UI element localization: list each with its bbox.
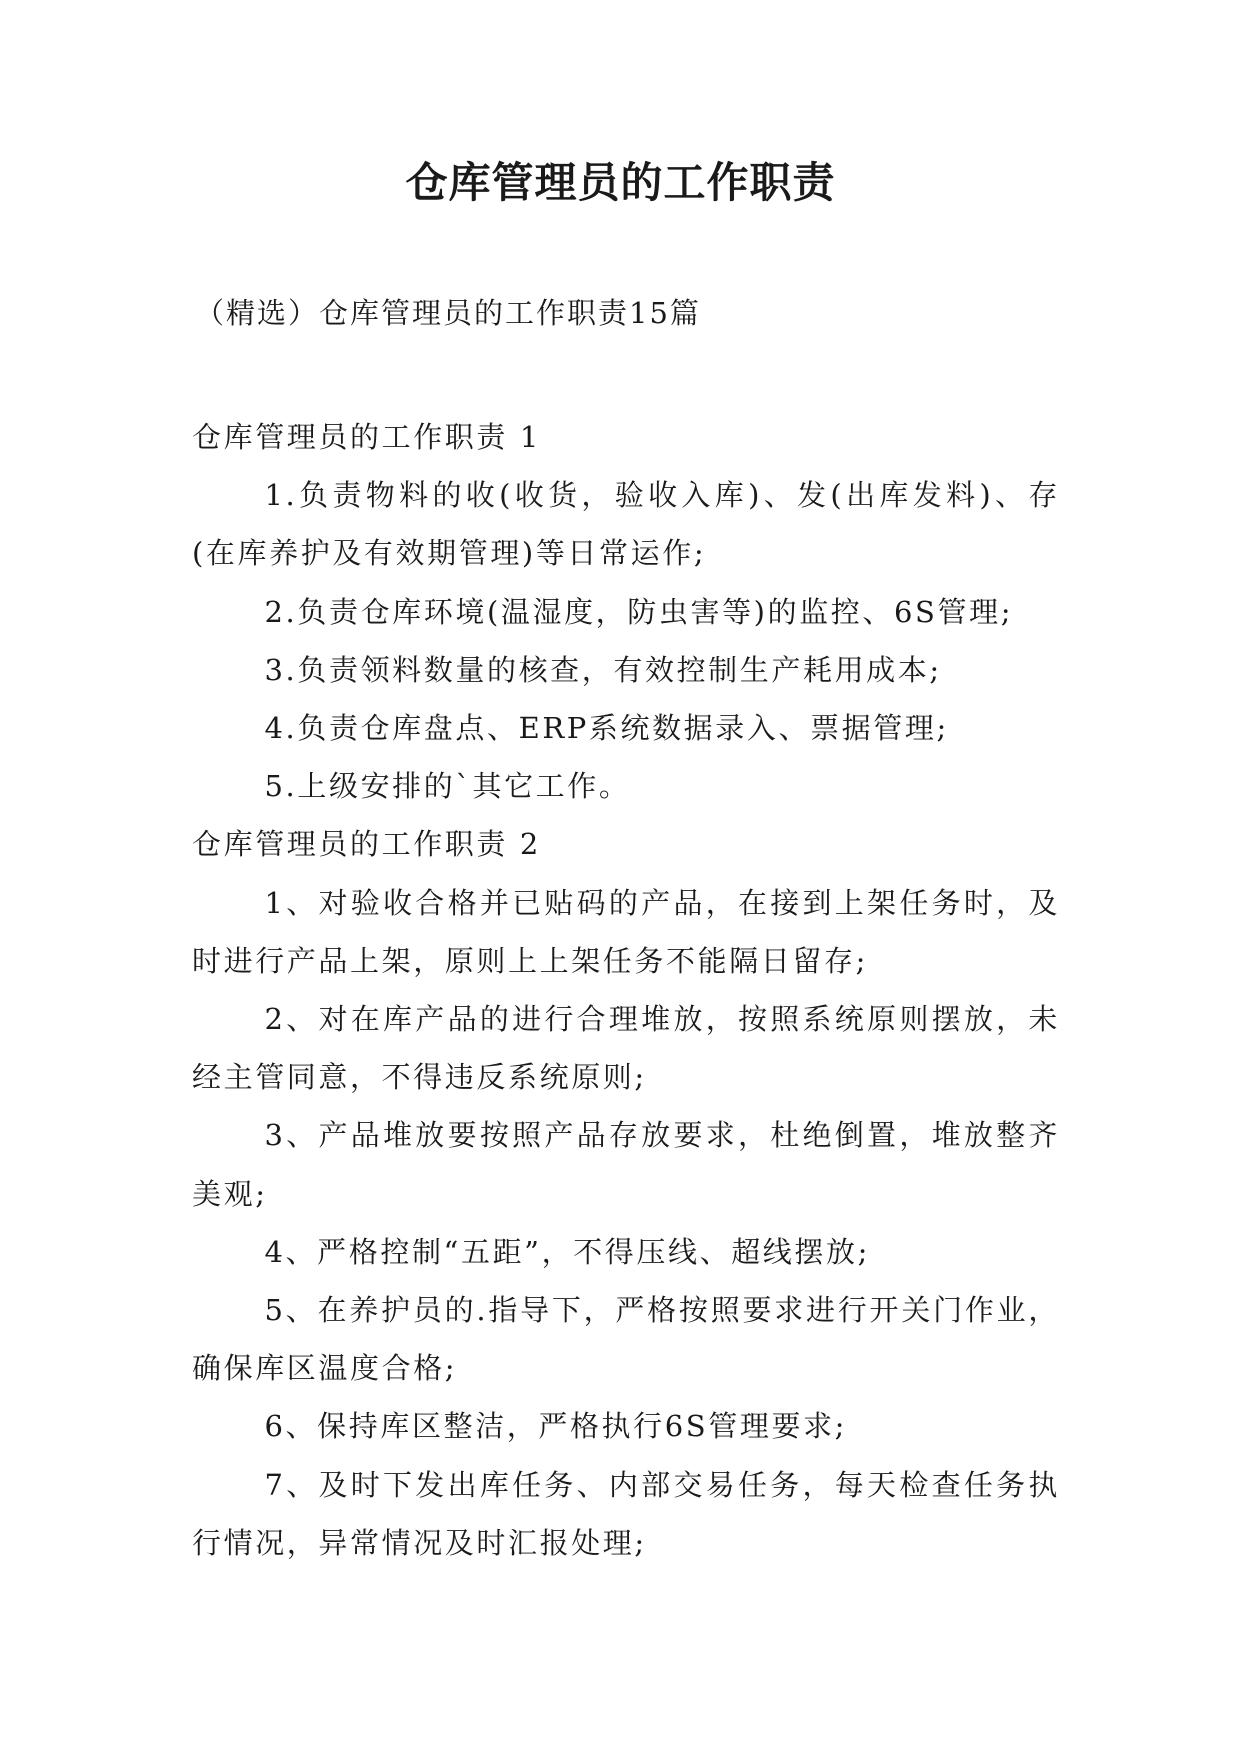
paragraph-item: 1.负责物料的收(收货，验收入库)、发(出库发料)、存(在库养护及有效期管理)等日常运作; (192, 478, 1060, 571)
paragraph-item: 2、对在库产品的进行合理堆放，按照系统原则摆放，未经主管同意，不得违反系统原则; (192, 1002, 1060, 1095)
paragraph-item: 1、对验收合格并已贴码的产品，在接到上架任务时，及时进行产品上架，原则上上架任务不能隔日留存; (192, 885, 1060, 978)
paragraph-item: 3、产品堆放要按照产品存放要求，杜绝倒置，堆放整齐美观; (192, 1118, 1060, 1211)
paragraph-item: 4、严格控制“五距”，不得压线、超线摆放; (264, 1234, 870, 1269)
paragraph-item: 3.负责领料数量的核查，有效控制生产耗用成本; (264, 652, 942, 687)
paragraph-item: 7、及时下发出库任务、内部交易任务，每天检查任务执行情况，异常情况及时汇报处理; (192, 1467, 1060, 1560)
paragraph-item: 2.负责仓库环境(温湿度，防虫害等)的监控、6S管理; (264, 594, 1014, 629)
section-heading: 仓库管理员的工作职责 2 (192, 827, 541, 862)
page-title: 仓库管理员的工作职责 (405, 158, 836, 207)
paragraph-item: 6、保持库区整洁，严格执行6S管理要求; (264, 1409, 848, 1444)
paragraph-item: 4.负责仓库盘点、ERP系统数据录入、票据管理; (264, 711, 949, 746)
document-subtitle: （精选）仓库管理员的工作职责15篇 (195, 296, 701, 330)
document-body (192, 408, 1060, 1572)
section-heading: 仓库管理员的工作职责 1 (192, 420, 541, 454)
paragraph-item: 5.上级安排的`其它工作。 (264, 769, 631, 804)
paragraph-item: 5、在养护员的.指导下，严格按照要求进行开关门作业，确保库区温度合格; (192, 1293, 1060, 1386)
